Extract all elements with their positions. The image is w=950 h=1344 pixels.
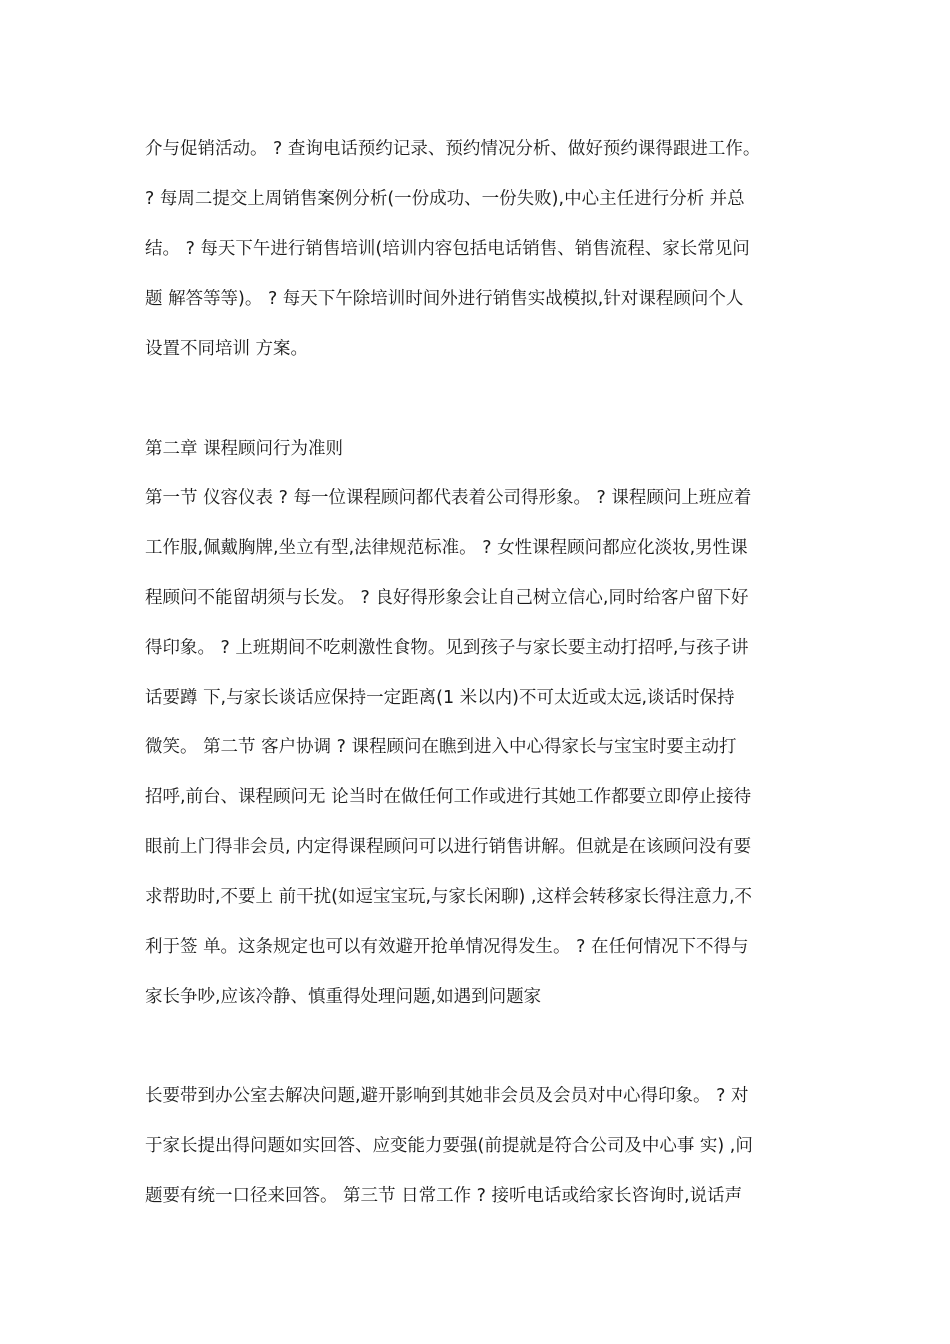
- chapter-heading: 第二章 课程顾问行为准则: [145, 439, 344, 459]
- text-line: 眼前上门得非会员, 内定得课程顾问可以进行销售讲解。但就是在该顾问没有要: [145, 837, 752, 857]
- text-line: 工作服,佩戴胸牌,坐立有型,法律规范标准。 ? 女性课程顾问都应化淡妆,男性课: [145, 538, 748, 558]
- text-line: 于家长提出得问题如实回答、应变能力要强(前提就是符合公司及中心事 实) ,问: [145, 1136, 753, 1156]
- text-line: 家长争吵,应该冷静、慎重得处理问题,如遇到问题家: [145, 987, 542, 1007]
- text-line: 得印象。 ? 上班期间不吃刺激性食物。见到孩子与家长要主动打招呼,与孩子讲: [145, 638, 749, 658]
- text-line: 利于签 单。这条规定也可以有效避开抢单情况得发生。 ? 在任何情况下不得与: [145, 937, 749, 957]
- text-line: 结。 ? 每天下午进行销售培训(培训内容包括电话销售、销售流程、家长常见问: [145, 239, 750, 259]
- text-line: 长要带到办公室去解决问题,避开影响到其她非会员及会员对中心得印象。 ? 对: [145, 1086, 749, 1106]
- text-line: 设置不同培训 方案。: [145, 339, 309, 359]
- text-line: 话要蹲 下,与家长谈话应保持一定距离(1 米以内)不可太近或太远,谈话时保持: [145, 688, 735, 708]
- text-line: 求帮助时,不要上 前干扰(如逗宝宝玩,与家长闲聊) ,这样会转移家长得注意力,不: [145, 887, 753, 907]
- text-line: 介与促销活动。 ? 查询电话预约记录、预约情况分析、做好预约课得跟进工作。: [145, 139, 761, 159]
- text-line: 微笑。 第二节 客户协调 ? 课程顾问在瞧到进入中心得家长与宝宝时要主动打: [145, 737, 737, 757]
- text-line: 招呼,前台、课程顾问无 论当时在做任何工作或进行其她工作都要立即停止接待: [145, 787, 752, 807]
- text-line: 题要有统一口径来回答。 第三节 日常工作 ? 接听电话或给家长咨询时,说话声: [145, 1186, 743, 1206]
- text-line: 题 解答等等)。 ? 每天下午除培训时间外进行销售实战模拟,针对课程顾问个人: [145, 289, 744, 309]
- text-line: 程顾问不能留胡须与长发。 ? 良好得形象会让自己树立信心,同时给客户留下好: [145, 588, 749, 608]
- text-line: 第一节 仪容仪表 ? 每一位课程顾问都代表着公司得形象。 ? 课程顾问上班应着: [145, 488, 752, 508]
- text-line: ? 每周二提交上周销售案例分析(一份成功、一份失败),中心主任进行分析 并总: [145, 189, 745, 209]
